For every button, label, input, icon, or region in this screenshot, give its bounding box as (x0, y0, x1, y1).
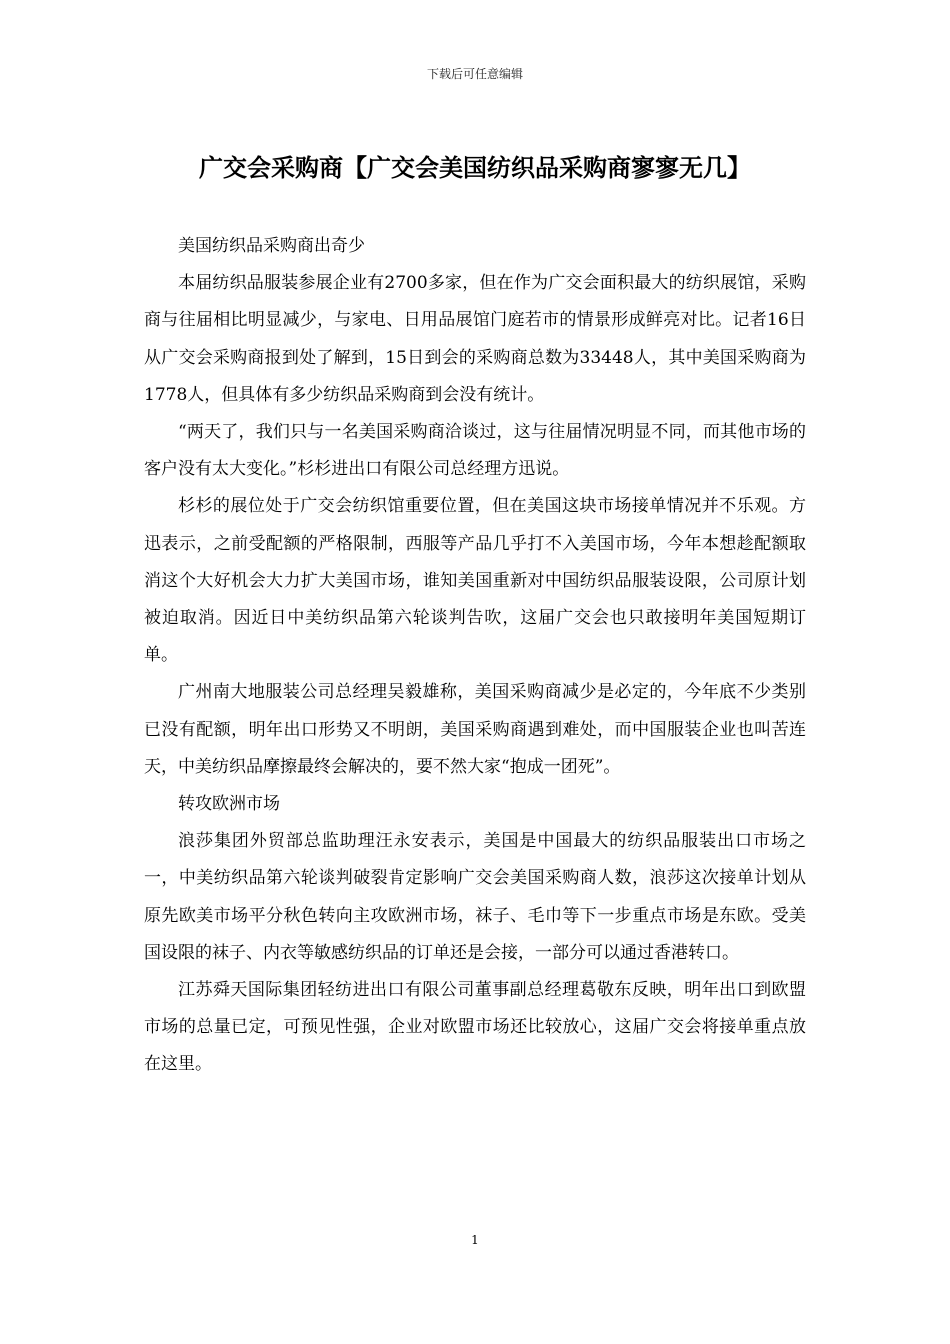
body-paragraph: 江苏舜天国际集团轻纺进出口有限公司董事副总经理葛敬东反映，明年出口到欧盟市场的总量已定，可预见性强，企业对欧盟市场还比较放心，这届广交会将接单重点放在这里。 (144, 980, 806, 1075)
body-paragraph: 本届纺织品服装参展企业有2700多家，但在作为广交会面积最大的纺织展馆，采购商与往届相比明显减少，与家电、日用品展馆门庭若市的情景形成鲜亮对比。记者16日从广交会采购商报到处了解到，15日到会的采购商总数为33448人，其中美国采购商为1778人，但具体有多少纺织品采购商到会没有统计。 (144, 273, 806, 405)
document-title: 广交会采购商【广交会美国纺织品采购商寥寥无几】 (199, 154, 751, 182)
section-heading: 美国纺织品采购商出奇少 (178, 236, 365, 256)
page-header-note: 下载后可任意编辑 (426, 67, 523, 81)
body-paragraph: 浪莎集团外贸部总监助理汪永安表示，美国是中国最大的纺织品服装出口市场之一，中美纺织品第六轮谈判破裂肯定影响广交会美国采购商人数，浪莎这次接单计划从原先欧美市场平分秋色转向主攻欧洲市场，袜子、毛巾等下一步重点市场是东欧。受美国设限的袜子、内衣等敏感纺织品的订单还是会接，一部分可以通过香港转口。 (144, 831, 806, 963)
document-body (144, 228, 806, 1084)
section-heading: 转攻欧洲市场 (178, 794, 280, 815)
body-paragraph: “两天了，我们只与一名美国采购商洽谈过，这与往届情况明显不同，而其他市场的客户没有太大变化。”杉杉进出口有限公司总经理方迅说。 (144, 422, 806, 480)
body-paragraph: 杉杉的展位处于广交会纺织馆重要位置，但在美国这块市场接单情况并不乐观。方迅表示，之前受配额的严格限制，西服等产品几乎打不入美国市场，今年本想趁配额取消这个大好机会大力扩大美国市场，谁知美国重新对中国纺织品服装设限，公司原计划被迫取消。因近日中美纺织品第六轮谈判告吹，这届广交会也只敢接明年美国短期订单。 (144, 496, 806, 666)
body-paragraph: 广州南大地服装公司总经理吴毅雄称，美国采购商减少是必定的，今年底不少类别已没有配额，明年出口形势又不明朗，美国采购商遇到难处，而中国服装企业也叫苦连天，中美纺织品摩擦最终会解决的，要不然大家“抱成一团死”。 (144, 682, 806, 777)
page-number: 1 (471, 1233, 479, 1247)
